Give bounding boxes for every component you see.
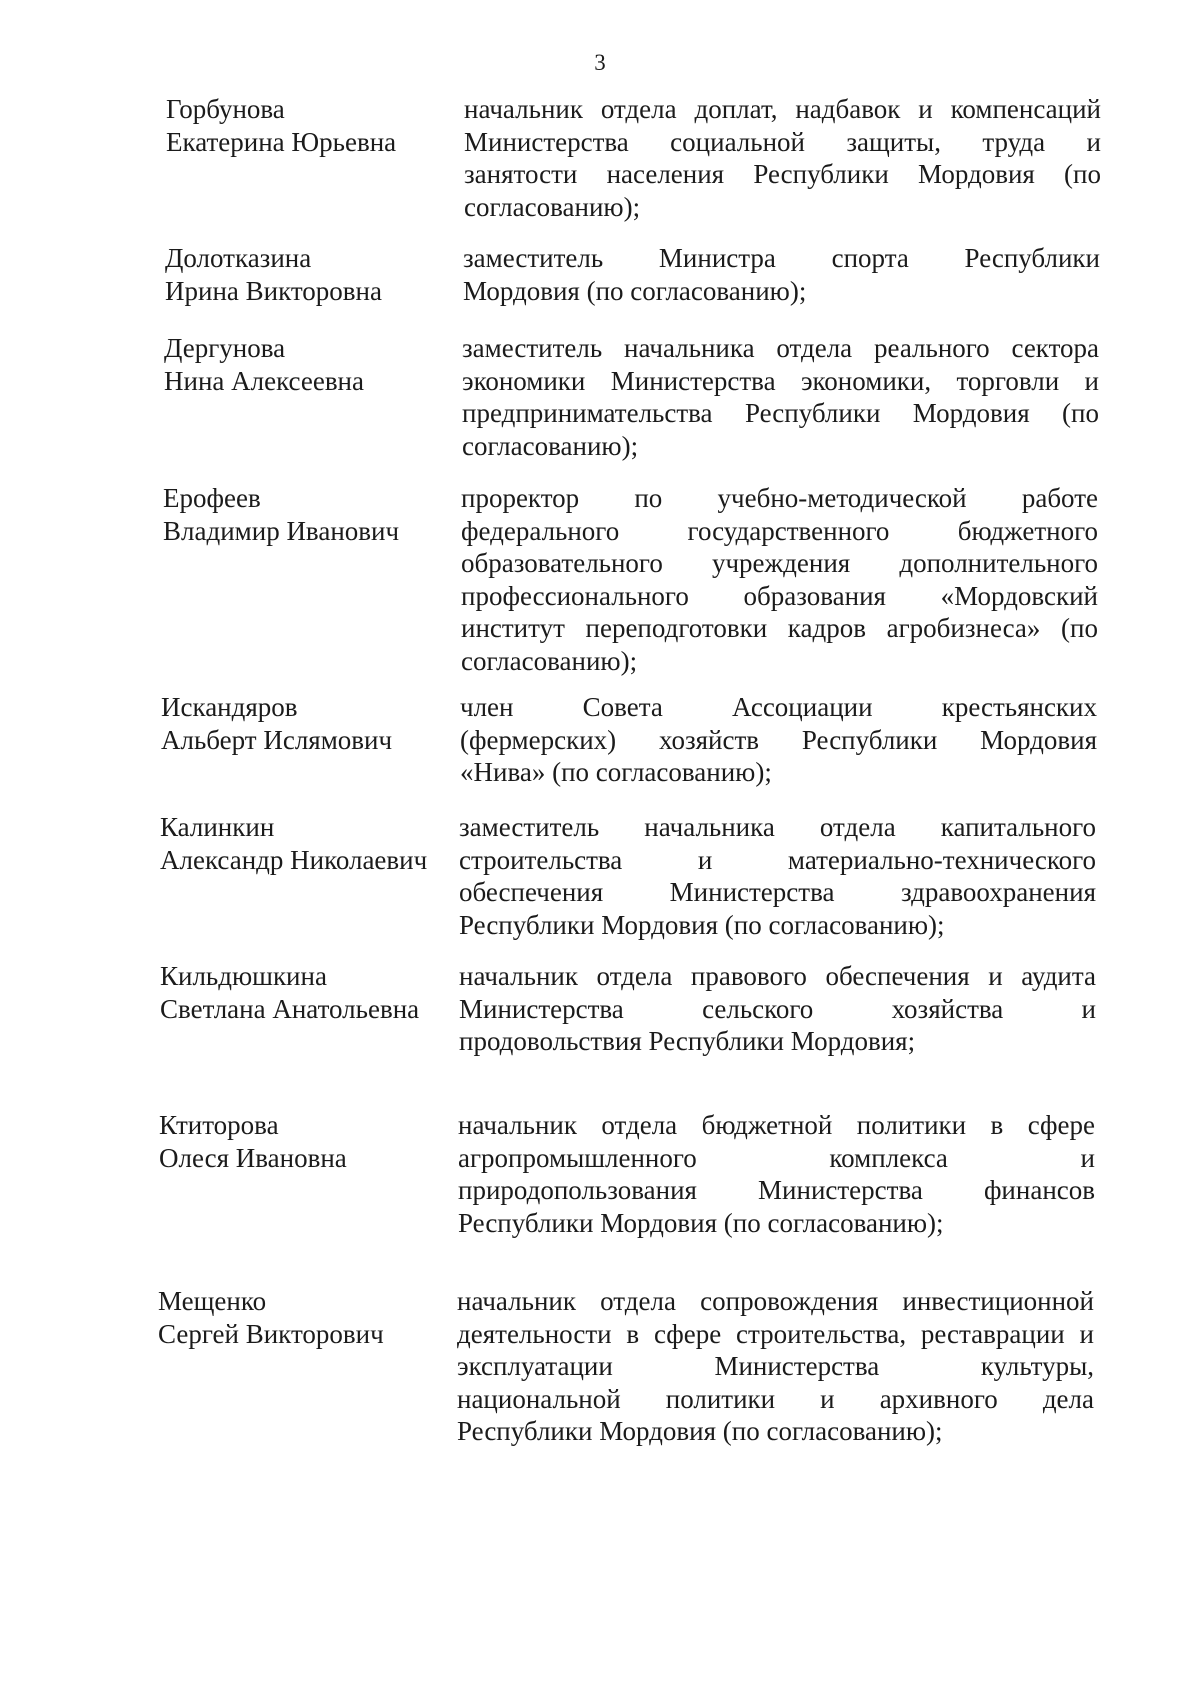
- member-position: [460, 691, 1097, 789]
- member-position: [464, 93, 1101, 223]
- member-given-names: Екатерина Юрьевна: [166, 126, 397, 157]
- position-line: образовательного учреждения дополнительного: [461, 548, 1098, 578]
- member-surname: Долотказина: [165, 243, 312, 273]
- position-line: деятельности в сфере строительства, реставрации и: [457, 1318, 1094, 1349]
- position-line: заместитель Министра спорта Республики: [463, 243, 1100, 273]
- position-line: член Совета Ассоциации крестьянских: [460, 692, 1097, 722]
- member-name: [159, 1109, 449, 1174]
- member-given-names: Александр Николаевич: [160, 844, 428, 875]
- position-line: профессионального образования «Мордовский: [461, 580, 1098, 611]
- position-line: агропромышленного комплекса и: [458, 1142, 1095, 1173]
- position-line: проректор по учебно-методической работе: [461, 483, 1098, 513]
- position-line: занятости населения Республики Мордовия (по: [464, 159, 1101, 189]
- member-surname: Дергунова: [164, 333, 286, 363]
- member-given-names: Светлана Анатольевна: [160, 993, 420, 1024]
- member-given-names: Олеся Ивановна: [159, 1142, 347, 1173]
- position-line: согласованию);: [464, 191, 641, 222]
- position-line: институт переподготовки кадров агробизнеса» (по: [461, 613, 1098, 643]
- position-line: строительства и материально-технического: [459, 844, 1096, 875]
- member-name: [160, 811, 450, 876]
- position-line: согласованию);: [462, 430, 639, 461]
- member-position: [463, 242, 1100, 307]
- member-position: [459, 960, 1096, 1058]
- position-line: начальник отдела сопровождения инвестиционной: [457, 1286, 1094, 1316]
- member-position: [458, 1109, 1095, 1239]
- position-line: национальной политики и архивного дела: [457, 1383, 1094, 1414]
- member-surname: Искандяров: [161, 692, 298, 722]
- position-line: Республики Мордовия (по согласованию);: [459, 909, 945, 940]
- member-name: [166, 93, 456, 158]
- member-surname: Ктиторова: [159, 1110, 279, 1140]
- position-line: Мордовия (по согласованию);: [463, 275, 807, 306]
- member-position: [461, 482, 1098, 677]
- member-surname: Ерофеев: [163, 483, 261, 513]
- member-name: [161, 691, 451, 756]
- position-line: (фермерских) хозяйств Республики Мордовия: [460, 724, 1097, 755]
- position-line: начальник отдела правового обеспечения и аудита: [459, 961, 1096, 991]
- position-line: продовольствия Республики Мордовия;: [459, 1026, 916, 1056]
- member-given-names: Нина Алексеевна: [164, 365, 364, 396]
- position-line: Министерства социальной защиты, труда и: [464, 126, 1101, 157]
- position-line: заместитель начальника отдела реального сектора: [462, 333, 1099, 363]
- member-position: [457, 1285, 1094, 1448]
- member-name: [158, 1285, 448, 1350]
- page-number: 3: [594, 50, 606, 75]
- position-line: «Нива» (по согласованию);: [460, 757, 772, 787]
- member-name: [163, 482, 453, 547]
- member-name: [160, 960, 450, 1025]
- position-line: Республики Мордовия (по согласованию);: [458, 1207, 944, 1238]
- member-given-names: Сергей Викторович: [158, 1318, 384, 1349]
- member-surname: Калинкин: [160, 812, 275, 842]
- position-line: начальник отдела доплат, надбавок и компенсаций: [464, 94, 1101, 124]
- member-given-names: Ирина Викторовна: [165, 275, 382, 306]
- member-name: [164, 332, 454, 397]
- position-line: обеспечения Министерства здравоохранения: [459, 877, 1096, 907]
- member-given-names: Альберт Ислямович: [161, 724, 393, 755]
- member-surname: Горбунова: [166, 94, 285, 124]
- member-position: [462, 332, 1099, 462]
- position-line: согласованию);: [461, 645, 638, 676]
- position-line: заместитель начальника отдела капитального: [459, 812, 1096, 842]
- position-line: эксплуатации Министерства культуры,: [457, 1351, 1094, 1381]
- member-name: [165, 242, 455, 307]
- member-given-names: Владимир Иванович: [163, 515, 400, 546]
- position-line: начальник отдела бюджетной политики в сфере: [458, 1110, 1095, 1140]
- member-position: [459, 811, 1096, 941]
- member-surname: Кильдюшкина: [160, 961, 327, 991]
- position-line: Республики Мордовия (по согласованию);: [457, 1416, 943, 1446]
- position-line: предпринимательства Республики Мордовия (по: [462, 398, 1099, 428]
- position-line: федерального государственного бюджетного: [461, 515, 1098, 546]
- member-surname: Мещенко: [158, 1286, 267, 1316]
- position-line: экономики Министерства экономики, торговли и: [462, 365, 1099, 396]
- position-line: природопользования Министерства финансов: [458, 1175, 1095, 1205]
- position-line: Министерства сельского хозяйства и: [459, 993, 1096, 1024]
